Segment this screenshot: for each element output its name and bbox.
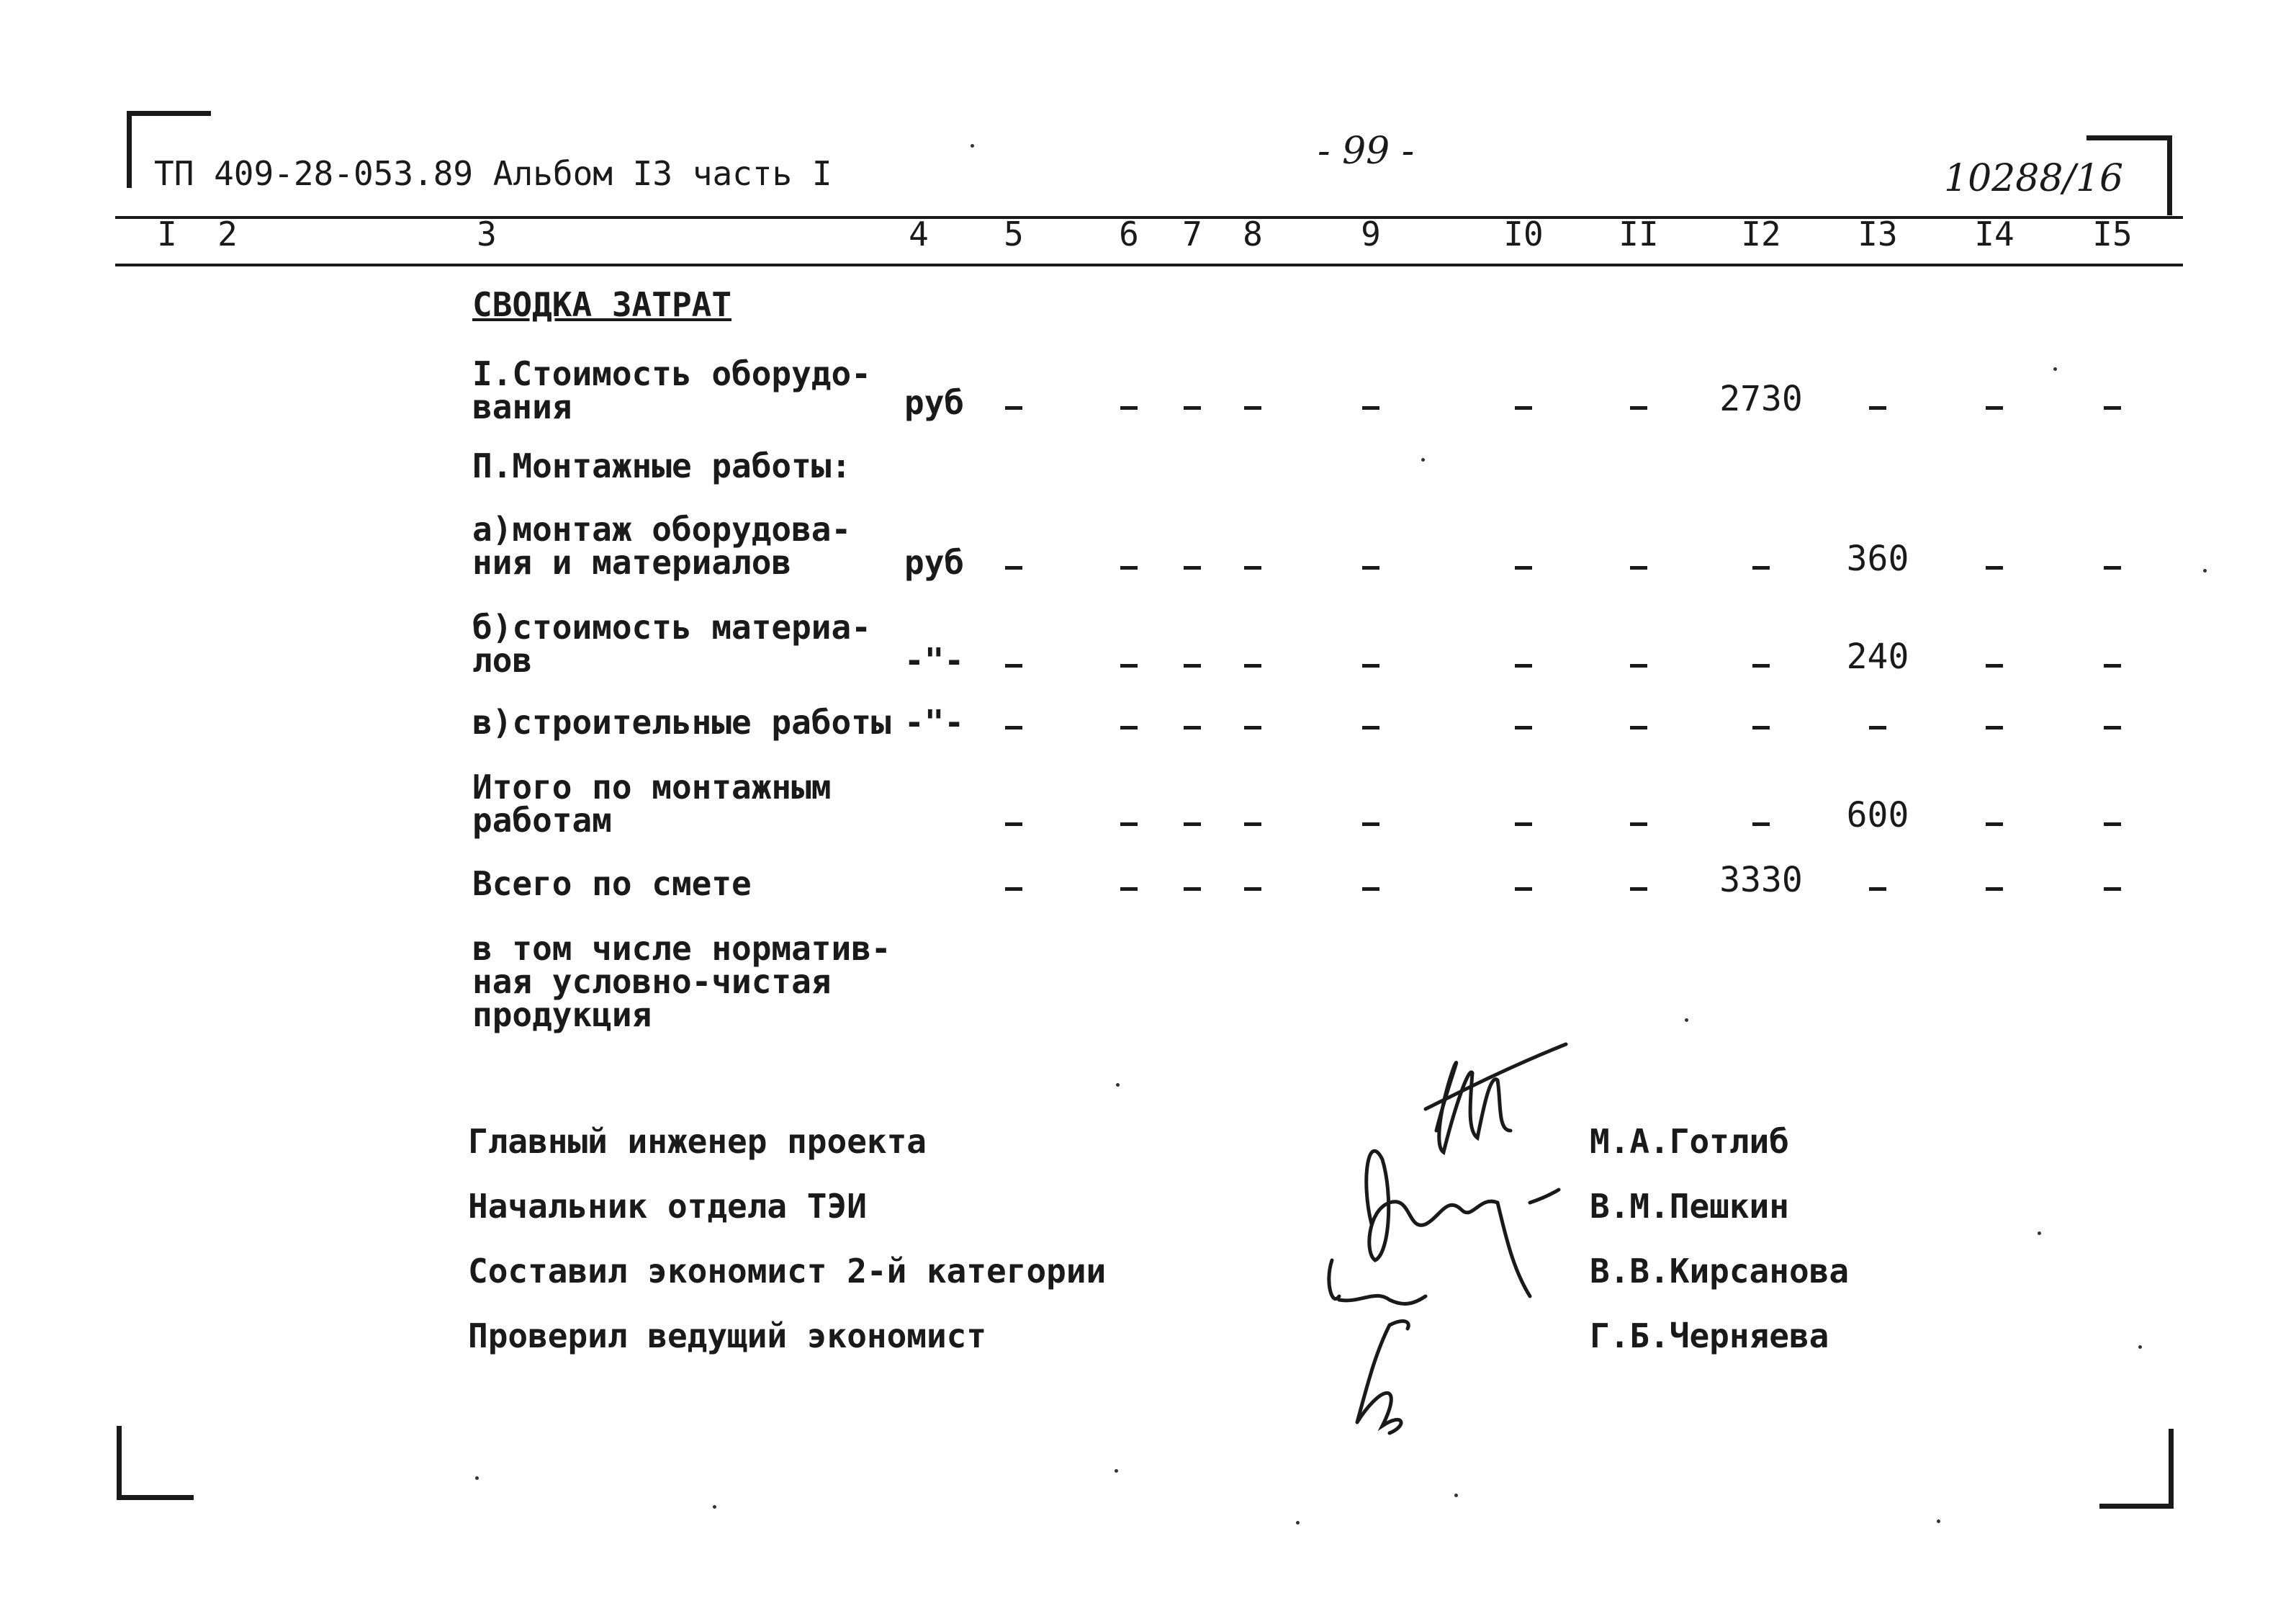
cell-dash bbox=[1752, 822, 1770, 826]
cell-dash bbox=[1184, 887, 1201, 891]
column-number: I3 bbox=[1858, 215, 1898, 253]
row-unit: руб bbox=[904, 383, 965, 422]
cell-dash bbox=[1005, 887, 1022, 891]
row-label: Всего по смете bbox=[472, 864, 752, 903]
row-label: Итого по монтажным работам bbox=[472, 768, 832, 840]
row-label: б)стоимость материа- лов bbox=[472, 608, 871, 680]
cell-dash bbox=[1362, 566, 1379, 570]
column-number: 8 bbox=[1243, 215, 1263, 253]
scan-speck bbox=[1116, 1083, 1120, 1087]
handwritten-signatures bbox=[1282, 1023, 1584, 1455]
cell-dash bbox=[1986, 664, 2003, 668]
signature-name: М.А.Готлиб bbox=[1590, 1122, 1789, 1161]
cell-dash bbox=[1986, 726, 2003, 730]
cell-dash bbox=[1244, 664, 1261, 668]
cell-value: 2730 bbox=[1719, 379, 1803, 419]
cell-dash bbox=[1005, 664, 1022, 668]
cell-dash bbox=[1752, 566, 1770, 570]
cell-dash bbox=[2104, 726, 2121, 730]
column-number: I4 bbox=[1974, 215, 2014, 253]
column-number: II bbox=[1619, 215, 1659, 253]
cell-dash bbox=[1184, 566, 1201, 570]
signature-role: Проверил ведущий экономист bbox=[468, 1316, 987, 1355]
cell-dash bbox=[1515, 887, 1532, 891]
scan-speck bbox=[971, 144, 974, 148]
cell-dash bbox=[1630, 566, 1647, 570]
cell-dash bbox=[1120, 566, 1138, 570]
cell-dash bbox=[1752, 664, 1770, 668]
cell-dash bbox=[1184, 822, 1201, 826]
cell-dash bbox=[1005, 566, 1022, 570]
cell-dash bbox=[1362, 664, 1379, 668]
cell-dash bbox=[2104, 664, 2121, 668]
cell-dash bbox=[1244, 566, 1261, 570]
scan-speck bbox=[713, 1505, 716, 1509]
scan-speck bbox=[1937, 1520, 1940, 1523]
column-number: 6 bbox=[1119, 215, 1139, 253]
cell-dash bbox=[1362, 822, 1379, 826]
cell-dash bbox=[1515, 664, 1532, 668]
cell-dash bbox=[1362, 887, 1379, 891]
column-number: I5 bbox=[2092, 215, 2133, 253]
scan-speck bbox=[2038, 1231, 2041, 1235]
cell-dash bbox=[1244, 822, 1261, 826]
signature-name: Г.Б.Черняева bbox=[1590, 1316, 1829, 1355]
cell-dash bbox=[1362, 406, 1379, 410]
cell-dash bbox=[1986, 566, 2003, 570]
cell-dash bbox=[1986, 887, 2003, 891]
column-number: 5 bbox=[1004, 215, 1024, 253]
cell-dash bbox=[1630, 664, 1647, 668]
cell-dash bbox=[2104, 406, 2121, 410]
cell-dash bbox=[1120, 406, 1138, 410]
scan-speck bbox=[2053, 367, 2057, 371]
cell-value: 360 bbox=[1846, 539, 1909, 579]
cell-dash bbox=[1244, 406, 1261, 410]
archive-number: 10288/16 bbox=[1944, 157, 2124, 200]
cell-dash bbox=[1244, 887, 1261, 891]
cell-dash bbox=[1120, 726, 1138, 730]
column-number: I2 bbox=[1741, 215, 1781, 253]
cell-dash bbox=[2104, 822, 2121, 826]
column-number: 4 bbox=[909, 215, 929, 253]
scan-speck bbox=[1296, 1521, 1300, 1525]
cell-dash bbox=[1120, 822, 1138, 826]
scan-speck bbox=[2203, 569, 2207, 573]
row-label: в том числе норматив- ная условно-чистая продукция bbox=[472, 929, 891, 1034]
signature-role: Начальник отдела ТЭИ bbox=[468, 1187, 867, 1226]
cell-value: 3330 bbox=[1719, 860, 1803, 900]
cell-dash bbox=[1120, 664, 1138, 668]
cell-dash bbox=[1005, 822, 1022, 826]
corner-mark-bottom-left bbox=[117, 1426, 194, 1500]
cell-dash bbox=[1184, 726, 1201, 730]
signature-role: Главный инженер проекта bbox=[468, 1122, 927, 1161]
cell-dash bbox=[1244, 726, 1261, 730]
column-number: I0 bbox=[1503, 215, 1544, 253]
row-label: а)монтаж оборудова- ния и материалов bbox=[472, 510, 852, 582]
cell-dash bbox=[1515, 566, 1532, 570]
row-unit: -"- bbox=[904, 641, 965, 680]
column-number: 3 bbox=[477, 215, 497, 253]
cell-dash bbox=[1184, 664, 1201, 668]
cell-dash bbox=[1120, 887, 1138, 891]
cell-dash bbox=[2104, 566, 2121, 570]
cell-dash bbox=[1515, 406, 1532, 410]
cell-dash bbox=[1005, 406, 1022, 410]
cell-dash bbox=[2104, 887, 2121, 891]
signature-role: Составил экономист 2-й категории bbox=[468, 1252, 1107, 1290]
scan-speck bbox=[1115, 1469, 1118, 1473]
cell-dash bbox=[1986, 406, 2003, 410]
cell-dash bbox=[1986, 822, 2003, 826]
cell-dash bbox=[1515, 822, 1532, 826]
cell-dash bbox=[1869, 887, 1886, 891]
cell-value: 240 bbox=[1846, 637, 1909, 677]
row-unit: руб bbox=[904, 543, 965, 582]
scan-speck bbox=[1421, 458, 1425, 462]
row-unit: -"- bbox=[904, 703, 965, 742]
section-title: СВОДКА ЗАТРАТ bbox=[472, 285, 732, 324]
cell-dash bbox=[1184, 406, 1201, 410]
signature-name: В.В.Кирсанова bbox=[1590, 1252, 1850, 1290]
header-rule-bottom bbox=[115, 264, 2183, 266]
cell-dash bbox=[1752, 726, 1770, 730]
cell-dash bbox=[1005, 726, 1022, 730]
cell-dash bbox=[1362, 726, 1379, 730]
row-label: в)строительные работы bbox=[472, 703, 891, 742]
cell-dash bbox=[1630, 822, 1647, 826]
document-reference: ТП 409-28-053.89 Альбом I3 часть I bbox=[154, 154, 832, 193]
cell-dash bbox=[1630, 406, 1647, 410]
cell-dash bbox=[1630, 726, 1647, 730]
cell-dash bbox=[1515, 726, 1532, 730]
column-number: 2 bbox=[217, 215, 238, 253]
cell-value: 600 bbox=[1846, 795, 1909, 835]
cell-dash bbox=[1869, 406, 1886, 410]
scan-speck bbox=[2138, 1345, 2142, 1349]
row-label: I.Стоимость оборудо- вания bbox=[472, 354, 871, 426]
column-number: 9 bbox=[1361, 215, 1381, 253]
column-number: 7 bbox=[1182, 215, 1202, 253]
scan-speck bbox=[1685, 1018, 1688, 1022]
row-label: П.Монтажные работы: bbox=[472, 446, 852, 485]
cell-dash bbox=[1869, 726, 1886, 730]
signature-name: В.М.Пешкин bbox=[1590, 1187, 1789, 1226]
scan-speck bbox=[475, 1476, 479, 1480]
cell-dash bbox=[1630, 887, 1647, 891]
corner-mark-bottom-right bbox=[2099, 1429, 2174, 1509]
scan-speck bbox=[1454, 1494, 1458, 1497]
column-number: I bbox=[157, 215, 177, 253]
page-number: - 99 - bbox=[1318, 130, 1415, 173]
